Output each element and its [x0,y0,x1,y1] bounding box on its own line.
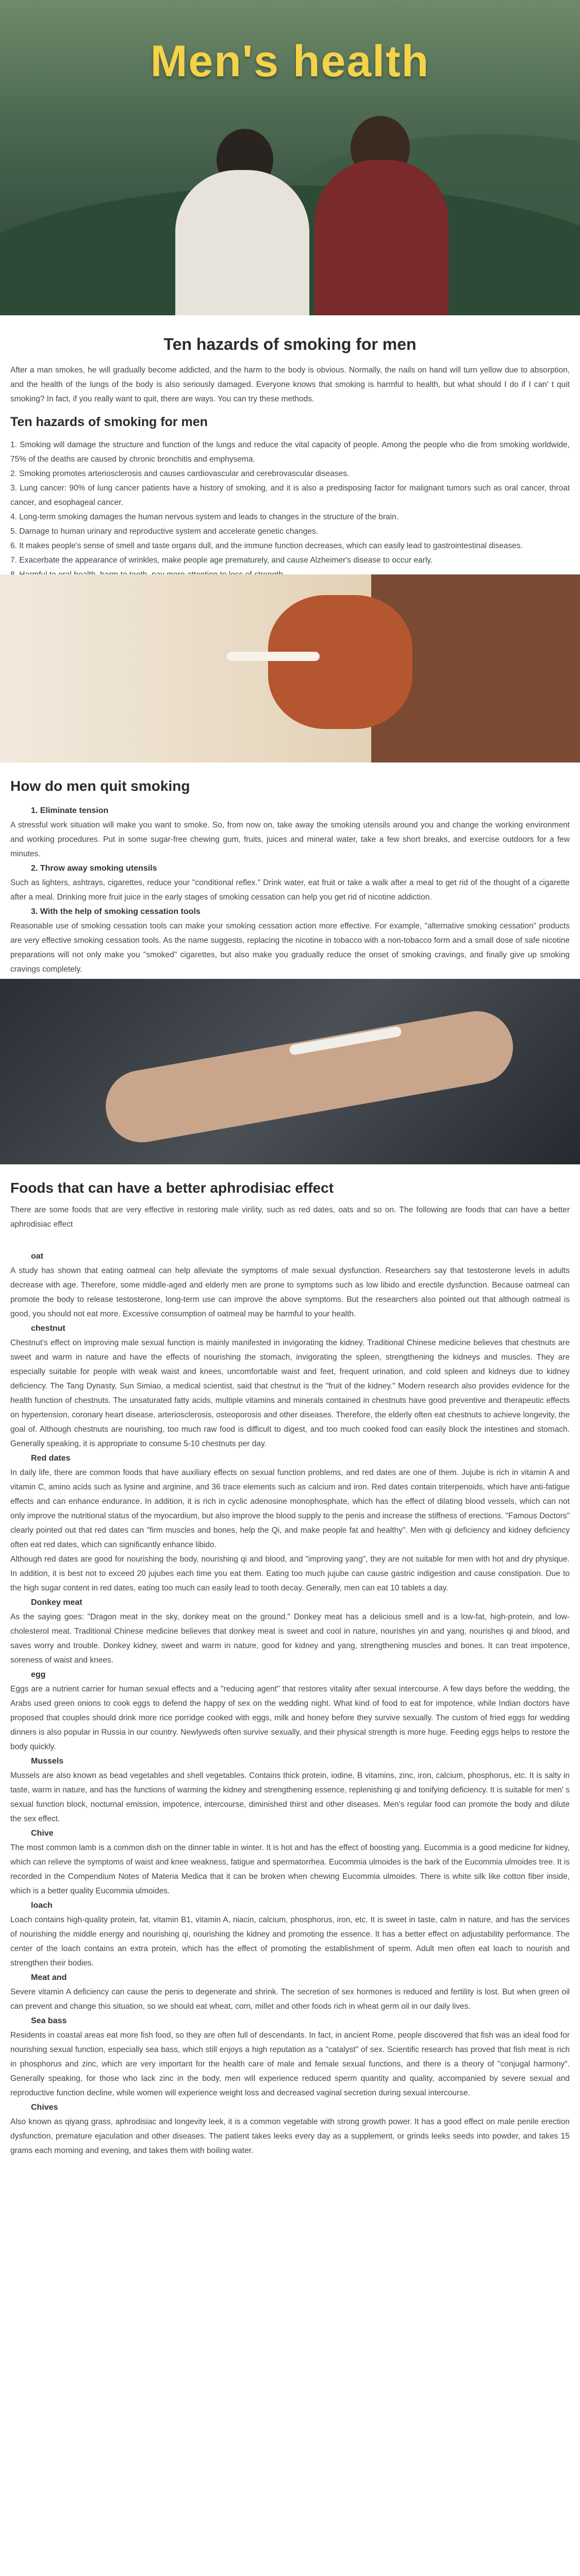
hero-banner [0,0,580,315]
list-item: Such as lighters, ashtrays, cigarettes, reduce your "conditional reflex." Drink water, eat fruit or take a walk after a meal to get rid of the thought of a cigarette after a meal. Drinking more fruit juice in the early stages of smoking cessation can help you get rid of nicotine addiction. [10,878,570,902]
person-body [175,170,309,315]
section-title-hazards: Ten hazards of smoking for men [163,335,417,353]
food-list [10,1249,570,2158]
photo-arm [100,1006,519,1148]
food-label: chestnut [31,1324,65,1333]
food-label: Donkey meat [31,1598,82,1607]
food-label: Chives [31,2103,58,2112]
food-text: Severe vitamin A deficiency can cause the penis to degenerate and shrink. The secretion of sex hormones is reduced and fertility is lost. But when green oil can prevent and change this situation, so we should eat wheat, corn, millet and other foods rich in wheat germ oil in our daily lives. [10,1988,570,2011]
food-text: Mussels are also known as bead vegetables and shell vegetables. Contains thick protein, iodine, B vitamins, zinc, iron, calcium, phosphorus, etc. It is salty in taste, warm in nature, and has the functions of warming the kidney and strengthening essence, replenishing qi and tonifying deficiency. It is suitable for men' s sexual function block, nocturnal emission, impotence, intercourse, diminished thirst and other diseases. Men's regular food can promote the body and dilute the sex effect. [10,1771,570,1823]
smoking-photo [0,574,580,762]
food-text: Residents in coastal areas eat more fish food, so they are often full of descendants. In fact, in ancient Rome, people discovered that fish was an ideal food for nourishing sexual function, especially sea bass, which still enjoys a high reputation as a "catalyst" of sex. Scientific research has proved that fish meat is rich in phosphorus and zinc, which are very important for the health care of male and female sexual functions, and there is a theory of "conjugal harmony". Generally speaking, for those who lack zinc in the body, men will experience reduced sperm quantity and quality, accompanied by severe sexual and reproductive function decline, while women will experience weight loss and decreased vaginal secretion during sexual intercourse. [10,2031,570,2097]
section-title-quit: How do men quit smoking [10,778,190,794]
list-item: A stressful work situation will make you want to smoke. So, from now on, take away the smoking utensils around you and change the working environment and working procedures. Put in some sugar-free chewing gum, fruits, juices and mineral water, take a few short breaks, and exercise outdoors for a few minutes. [10,821,570,858]
food-label: oat [31,1252,43,1261]
section-intro: After a man smokes, he will gradually become addicted, and the harm to the body is obvious. Normally, the nails on hand will turn yellow due to absorption, and the health of the lungs of the body is also seriously damaged. Everyone knows that smoking is harmful to health, but what should I do if I can' t quit smoking? In fact, if you really want to quit, there are ways. You can try these methods. [10,366,570,403]
cigarette-hand-photo [0,979,580,1164]
food-label: Mussels [31,1757,64,1766]
list-item-label: 3. With the help of smoking cessation tools [31,907,201,916]
food-text: A study has shown that eating oatmeal can help alleviate the symptoms of male sexual dysfunction. Researchers say that testosterone levels in adults decrease with age. Therefore, some middle-aged and elderly men are prone to symptoms such as low libido and erectile dysfunction. Because oatmeal can promote the body to release testosterone, long-term use can improve the above symptoms. But the researchers also pointed out that although oatmeal is good, you should not eat more. Excessive consumption of oatmeal may be harmful to your health. [10,1266,570,1318]
list-item-label: 1. Eliminate tension [31,806,109,815]
photo-hand [268,595,412,729]
food-label: Meat and [31,1973,67,1982]
list-item: 7. Exacerbate the appearance of wrinkles, make people age prematurely, and cause Alzheimer's disease to occur early. [10,556,433,565]
food-label: Sea bass [31,2016,67,2025]
hero-title: Men's health [150,37,430,86]
food-text: Chestnut's effect on improving male sexual function is mainly manifested in invigorating the kidney. Traditional Chinese medicine believes that chestnuts are sweet and warm in nature and have the effects of nourishing the stomach, invigorating the spleen, strengthening the kidneys and muscles. They are especially suitable for people with weak waist and knees, uncomfortable waist and feet, frequent urination, and cold spleen and kidneys due to kidney deficiency. The Tang Dynasty, Sun Simiao, a medical scientist, said that chestnut is the "fruit of the kidney." Modern research also provides evidence for the health function of chestnuts. The unsaturated fatty acids, multiple vitamins and minerals contained in chestnuts have good preventive and therapeutic effects on hypertension, coronary heart disease, arteriosclerosis, osteoporosis and other diseases. Therefore, the elderly often eat chestnuts to achieve longevity, the goal of. Although chestnuts are nourishing, too much raw food is difficult to digest, and too much cooked food can easily block the intestines and stomach. Generally speaking, it is appropriate to consume 5-10 chestnuts per day. [10,1338,570,1448]
list-item-label: 2. Throw away smoking utensils [31,864,157,873]
list-item: 3. Lung cancer: 90% of lung cancer patients have a history of smoking, and it is also a predisposing factor for malignant tumors such as oral cancer, throat cancer, and esophageal cancer. [10,484,570,507]
person-body [314,160,449,315]
food-text: Loach contains high-quality protein, fat, vitamin B1, vitamin A, niacin, calcium, phosphorus, iron, etc. It is sweet in taste, calm in nature, and has the services of nourishing the middle energy and nourishing qi, nourishing the kidney and promoting the essence. It has a better effect on adjustability performance. The center of the loach contains an extra protein, which has the effect of promoting the establishment of sperm. Adult men often eat loach to nourish and strengthen their bodies. [10,1916,570,1968]
list-item: Reasonable use of smoking cessation tools can make your smoking cessation action more effective. For example, "alternative smoking cessation" products are very effective smoking cessation tools. As the name suggests, replacing the nicotine in tobacco with a non-tobacco form and a small dose of safe nicotine preparations will not only make you "smoked" cigarettes, but also make you gradually reduce the onset of smoking cravings, and finally give up smoking cravings completely. [10,922,570,974]
food-text: As the saying goes: "Dragon meat in the sky, donkey meat on the ground." Donkey meat has a delicious smell and is a low-fat, high-protein, and low-cholesterol meat. Traditional Chinese medicine believes that donkey meat is sweet and cool in nature, nourishes yin and yang, nourishes qi and blood, and saves worry and trouble. Donkey kidney, sweet and warm in nature, good for kidney and yang, strengthening muscles and bones. It can treat impotence, soreness of waist and knees. [10,1613,570,1665]
list-item: 2. Smoking promotes arteriosclerosis and causes cardiovascular and cerebrovascular diseases. [10,469,350,478]
section-intro: There are some foods that are very effective in restoring male virility, such as red dates, oats and so on. The following are foods that can have a better aphrodisiac effect [10,1206,570,1229]
food-label: Red dates [31,1454,71,1463]
list-item: 5. Damage to human urinary and reproductive system and accelerate genetic changes. [10,527,319,536]
food-text: The most common lamb is a common dish on the dinner table in winter. It is hot and has the effect of boosting yang. Eucommia is a good medicine for kidney, which can relieve the symptoms of waist and knee weakness, fatigue and spermatorrhea. Eucommia ulmoides is the bark of the Eucommia ulmoides tree. It is recorded in the Compendium Notes of Materia Medica that it can be broken when chewing Eucommia ulmoides. There is white silk like cotton fiber inside, which is a better quality Eucommia ulmoides. [10,1843,570,1895]
cigarette-icon [227,652,320,661]
list-item: 6. It makes people's sense of smell and taste organs dull, and the immune function decreases, which can easily lead to gastrointestinal diseases. [10,541,523,550]
list-item: 1. Smoking will damage the structure and function of the lungs and reduce the vital capacity of people. Among the people who die from smoking worldwide, 75% of the deaths are caused by chronic bronchitis and emphysema. [10,440,570,464]
food-label: egg [31,1670,46,1679]
food-text: Eggs are a nutrient carrier for human sexual effects and a "reducing agent" that restores vitality after sexual intercourse. A few days before the wedding, the Arabs used green onions to cook eggs to defend the happy of sex on the wedding night. What kind of food to eat for impotence, while Indian doctors have proposed that couples should drink more rice porridge cooked with eggs, milk and honey before they survive sexually. The custom of fried eggs for wedding dinners is also popular in Russia in our country. Newlyweds often survive sexually, and their physical strength is more huge. Feeding eggs helps to restore the body quickly. [10,1685,570,1751]
section-title-foods: Foods that can have a better aphrodisiac effect [10,1180,334,1196]
food-text: Also known as qiyang grass, aphrodisiac and longevity leek, it is a common vegetable with strong growth power. It has a good effect on male penile erection dysfunction, premature ejaculation and other diseases. The patient takes leeks every day as a supplement, or grinds leeks seeds into powder, and takes 15 grams each morning and evening, and takes them with boiling water. [10,2117,570,2155]
list-item: 4. Long-term smoking damages the human nervous system and leads to changes in the structure of the brain. [10,513,399,521]
food-label: loach [31,1901,53,1910]
section-subhead: Ten hazards of smoking for men [10,415,208,429]
food-text: In daily life, there are common foods that have auxiliary effects on sexual function problems, and red dates are one of them. Jujube is rich in vitamin A and vitamin C, amino acids such as lysine and arginine, and 36 trace elements such as calcium and iron. Red dates contain triterpenoids, which have anti-fatigue effects and can enhance endurance. In addition, it is rich in cyclic adenosine monophosphate, which has the effect of dilating blood vessels, which can not only improve the nutritional status of the myocardium, but also improve the blood supply to the penis and increase the stiffness of erections. "Famous Doctors" clearly pointed out that red dates can "firm muscles and bones, help the Qi, and make people fat and healthy". Men with qi deficiency and kidney deficiency often eat red dates, which can significantly enhance libido. Although red dates are good for nourishing the body, nourishing qi and blood, and "improving yang", they are not suitable for men with hot and dry physique. In addition, it is best not to exceed 20 jujubes each time you eat them. Eating too much jujube can cause gastric indigestion and cause constipation. Due to the high sugar content in red dates, eating too much can easily lead to tooth decay. Generally, men can eat 10 tablets a day. [10,1468,570,1592]
food-label: Chive [31,1829,54,1838]
